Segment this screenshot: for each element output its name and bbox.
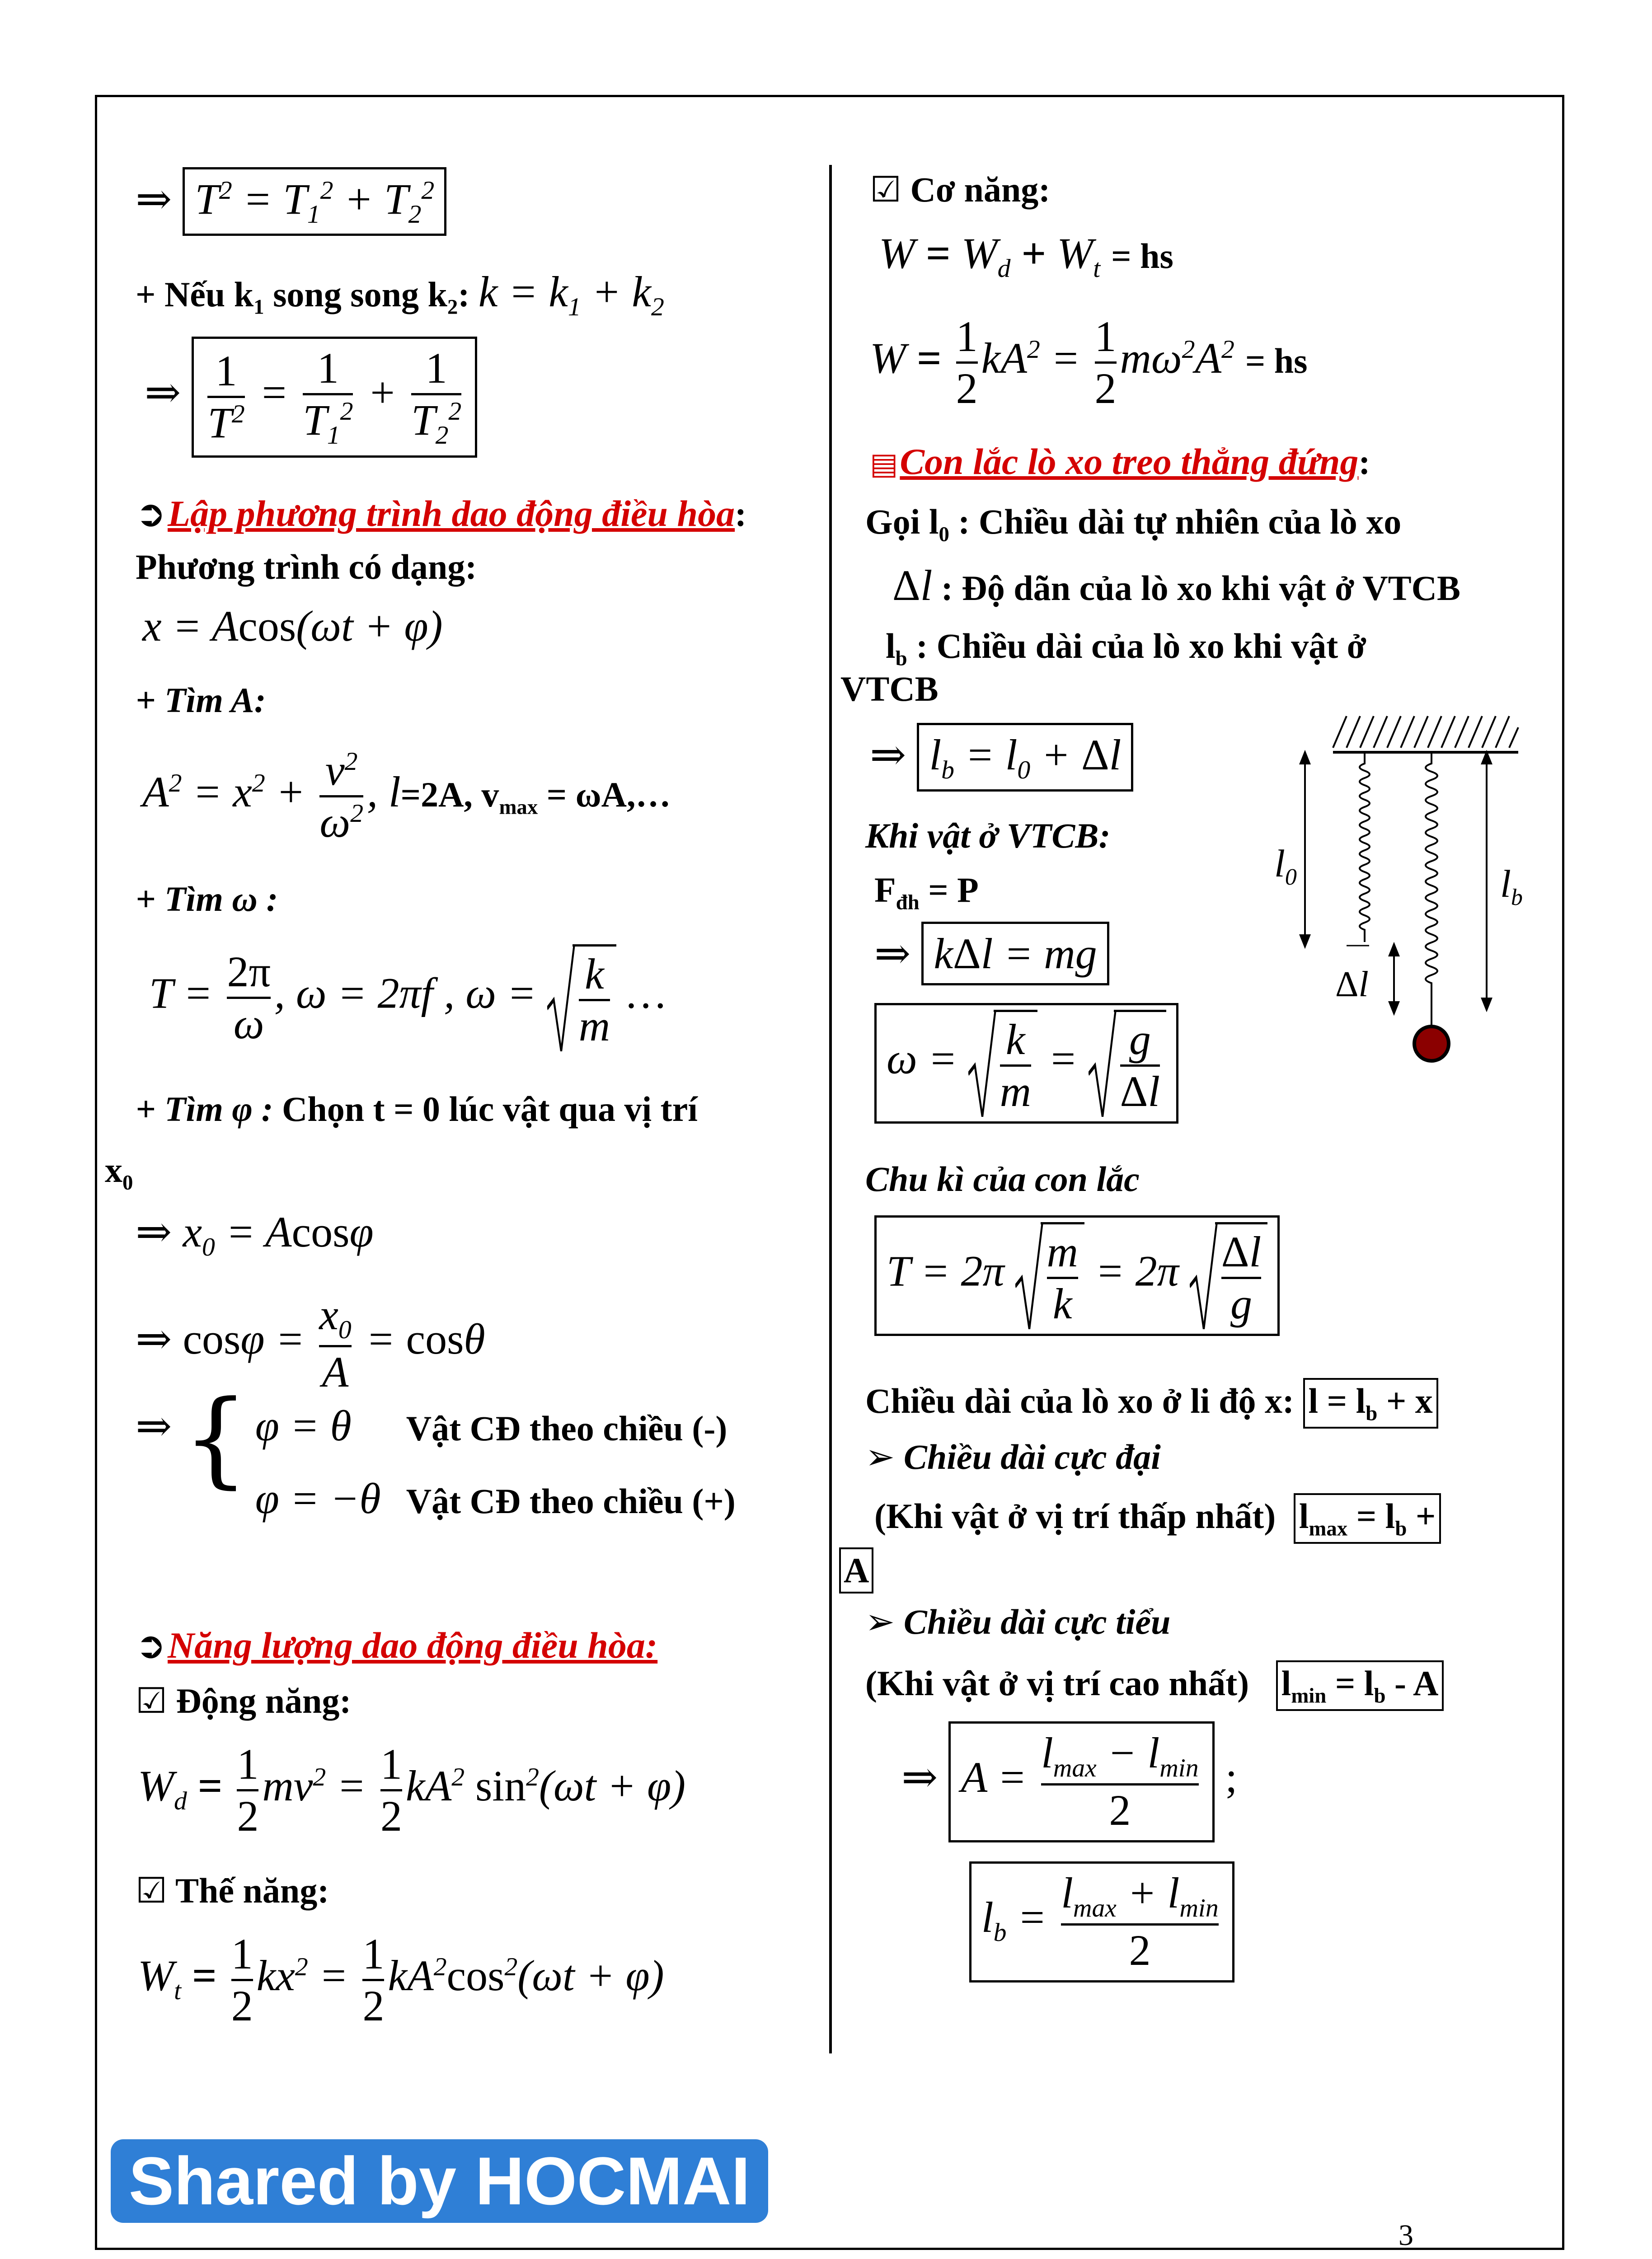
lb-definition-vtcb: VTCB — [840, 669, 939, 708]
formula-period-parallel: ⇒ $\frac{1}{T^2}$ = $\frac{1}{T_1^2}$ + $\frac{1}{T_2^2}$ — [145, 337, 477, 458]
lb-arrow — [1482, 752, 1491, 1010]
book-icon: ▤ — [870, 446, 898, 481]
l0-arrow — [1300, 752, 1309, 947]
formula-amplitude: $A^2 = x^2$ + $\frac{v^2}{\omega^2}$ , l=2A, $v_{max}$ = ωA,… — [142, 745, 671, 848]
min-length-desc: (Khi vật ở vị trí cao nhất) $l_{min} = l_b - A$ — [865, 1660, 1444, 1711]
arrowhead-bullet-icon: ➢ — [865, 1437, 895, 1477]
formula-amplitude-vertical: ⇒ A = $\frac{l_{max} - l_{min}}{2}$ ; — [901, 1721, 1237, 1842]
arrow-bullet-icon: ➲ — [136, 492, 166, 534]
x0-label: $x_0$ — [105, 1150, 133, 1195]
lb-definition: $l_b$ : Chiều dài của lò xo khi vật ở — [886, 626, 1366, 670]
find-A-label: + Tìm A: — [136, 680, 266, 720]
ceiling-hatch — [1333, 716, 1518, 752]
min-length-label: ➢ Chiều dài cực tiểu — [865, 1602, 1171, 1642]
dl-definition: Δl : Độ dãn của lò xo khi vật ở VTCB — [892, 561, 1461, 609]
hanging-mass — [1414, 1026, 1449, 1061]
dl-label: Δl — [1335, 965, 1369, 1004]
lb-label: $l_b$ — [1500, 862, 1523, 910]
max-length-desc: (Khi vật ở vị trí thấp nhất) $l_{max} = l_b$ + — [874, 1493, 1441, 1544]
formula-lb-average: $l_b$ = $\frac{l_{max} + l_{min}}{2}$ — [969, 1861, 1234, 1982]
formula-cos-phi: ⇒ cosφ = $\frac{x_0}{A}$ = cosθ — [136, 1290, 485, 1397]
series-parallel-line: + Nếu $k_1$ song song $k_2$: $k = k_1 + k_2$ — [136, 267, 664, 322]
page-number: 3 — [1399, 2219, 1413, 2252]
formula-omega: T = $\frac{2\pi}{\omega}$ , ω = 2πf , ω = $\frac{k}{m}$ … — [149, 944, 666, 1051]
find-omega-label: + Tìm ω : — [136, 879, 278, 919]
period-label: Chu kì của con lắc — [865, 1159, 1140, 1199]
formula-potential: $W_t$ = $\frac{1}{2}$ $kx^2$ = $\frac{1}{2}$ $kA^2\cos^2(\omega t + \varphi)$ — [138, 1929, 664, 2031]
formula-kinetic: $W_d$ = $\frac{1}{2}$ $mv^2$ = $\frac{1}{2}$ $kA^2$ $\sin^2(\omega t + \varphi)$ — [138, 1739, 685, 1842]
checkbox-icon: ☑ — [870, 169, 901, 210]
checkbox-icon: ☑ — [136, 1681, 167, 1721]
checkbox-icon: ☑ — [136, 1870, 167, 1911]
arrow-bullet-icon: ➲ — [136, 1624, 166, 1666]
formula-k-dl: ⇒ kΔl = mg — [874, 922, 1109, 985]
fdh-equals-p: $F_{đh} = P$ — [874, 870, 979, 914]
case-positive: Vật CĐ theo chiều (+) — [406, 1481, 736, 1521]
l0-label: $l_0$ — [1274, 842, 1297, 890]
formula-lb: ⇒ $l_b = l_0 + \Delta l$ — [870, 723, 1133, 792]
shared-by-badge: Shared by HOCMAI — [111, 2139, 768, 2223]
arrowhead-bullet-icon: ➢ — [865, 1602, 895, 1642]
max-length-label: ➢ Chiều dài cực đại — [865, 1437, 1161, 1477]
at-equilibrium-label: Khi vật ở VTCB: — [865, 816, 1111, 855]
formula-harmonic: x = Acos(ωt + φ) — [142, 602, 443, 650]
phi-cases: ⇒ { φ = θ Vật CĐ theo chiều (-) φ = −θ Vật CĐ theo chiều (+) — [136, 1378, 736, 1523]
formula-period-series: ⇒ $T^2 = T_1^2 + T_2^2$ — [136, 167, 446, 236]
formula-mechanical: W = $\frac{1}{2}$ $kA^2$ = $\frac{1}{2}$ $m\omega^2A^2$ = hs — [870, 312, 1308, 414]
column-divider — [829, 165, 832, 2053]
formula-period-vertical: T = 2π $\frac{m}{k}$ = 2π $\frac{\Delta l}{g}$ — [874, 1215, 1280, 1336]
equation-form-text: Phương trình có dạng: — [136, 547, 477, 586]
dl-arrow — [1389, 944, 1399, 1013]
potential-label: ☑ Thế năng: — [136, 1870, 329, 1911]
section-energy-heading: ➲ Năng lượng dao động điều hòa: — [136, 1624, 658, 1666]
max-length-box-A: A — [839, 1547, 873, 1593]
l0-definition: Gọi $l_0$ : Chiều dài tự nhiên của lò xo — [865, 502, 1402, 546]
spring-stretched — [1426, 752, 1437, 1026]
length-at-x-line: Chiều dài của lò xo ở li độ x: $l = l_b + x$ — [865, 1378, 1438, 1429]
section-equation-heading: ➲ Lập phương trình dao động điều hòa: — [136, 492, 747, 534]
mechanical-label: ☑ Cơ năng: — [870, 169, 1051, 210]
vertical-spring-diagram — [1256, 707, 1536, 1064]
formula-x0: ⇒ $x_0 = Acos\varphi$ — [136, 1206, 374, 1262]
case-negative: Vật CĐ theo chiều (-) — [406, 1409, 727, 1448]
section-vertical-heading: ▤ Con lắc lò xo treo thẳng đứng: — [870, 441, 1370, 482]
kinetic-label: ☑ Động năng: — [136, 1681, 352, 1721]
formula-omega-vertical: ω = $\frac{k}{m}$ = $\frac{g}{\Delta l}$ — [874, 1003, 1178, 1124]
spring-natural — [1360, 752, 1370, 942]
find-phi-line: + Tìm φ : Chọn t = 0 lúc vật qua vị trí — [136, 1089, 698, 1129]
formula-mechanical-sum: $W = W_d + W_t$ = hs — [879, 229, 1173, 283]
